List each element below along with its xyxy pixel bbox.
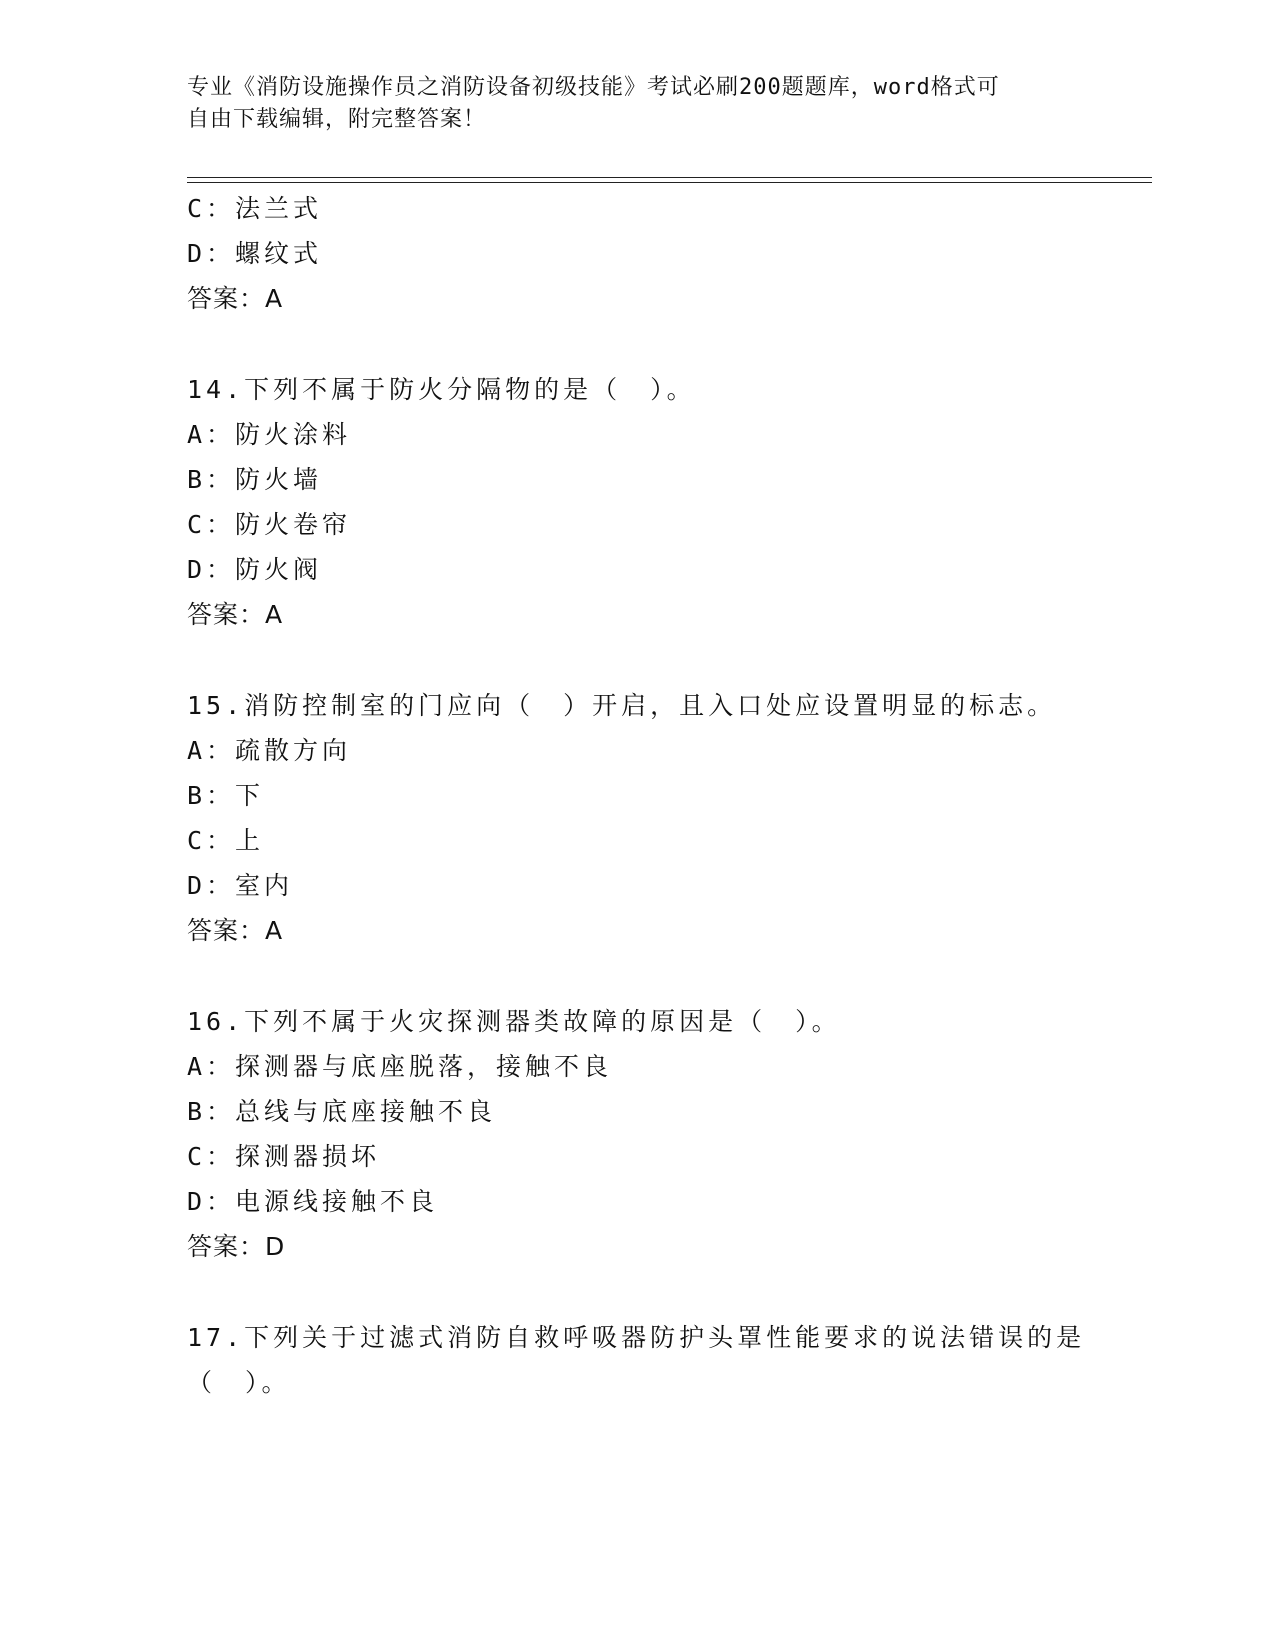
prev-option-d: D：螺纹式 — [187, 239, 323, 268]
q14-option-d: D：防火阀 — [187, 555, 323, 584]
q16-option-d: D：电源线接触不良 — [187, 1187, 439, 1216]
q16-option-b: B：总线与底座接触不良 — [187, 1097, 497, 1126]
q16-stem: 16.下列不属于火灾探测器类故障的原因是（ ）。 — [187, 1007, 841, 1036]
q14-option-a: A：防火涂料 — [187, 420, 352, 449]
q14-answer: 答案：A — [187, 600, 284, 629]
q15-option-b: B：下 — [187, 781, 265, 810]
q15-answer: 答案：A — [187, 916, 284, 945]
q17-stem-line-2: （ ）。 — [187, 1368, 291, 1397]
header-rule-top — [187, 177, 1152, 178]
q15-option-c: C：上 — [187, 826, 265, 855]
prev-answer: 答案：A — [187, 284, 284, 313]
q17-stem-line-1: 17.下列关于过滤式消防自救呼吸器防护头罩性能要求的说法错误的是 — [187, 1323, 1086, 1352]
q15-option-d: D：室内 — [187, 871, 294, 900]
q14-option-c: C：防火卷帘 — [187, 510, 352, 539]
q16-option-c: C：探测器损坏 — [187, 1142, 381, 1171]
header-rule-bottom — [187, 182, 1152, 183]
q15-stem: 15.消防控制室的门应向（ ）开启，且入口处应设置明显的标志。 — [187, 691, 1057, 720]
prev-option-c: C：法兰式 — [187, 194, 323, 223]
q16-option-a: A：探测器与底座脱落，接触不良 — [187, 1052, 613, 1081]
q14-option-b: B：防火墙 — [187, 465, 323, 494]
document-header — [187, 72, 1087, 136]
q16-answer: 答案：D — [187, 1232, 286, 1261]
header-line-1: 专业《消防设施操作员之消防设备初级技能》考试必刷200题题库，word格式可 — [187, 75, 1000, 100]
q14-stem: 14.下列不属于防火分隔物的是（ ）。 — [187, 375, 696, 404]
header-line-2: 自由下载编辑，附完整答案！ — [187, 107, 487, 132]
q15-option-a: A：疏散方向 — [187, 736, 352, 765]
